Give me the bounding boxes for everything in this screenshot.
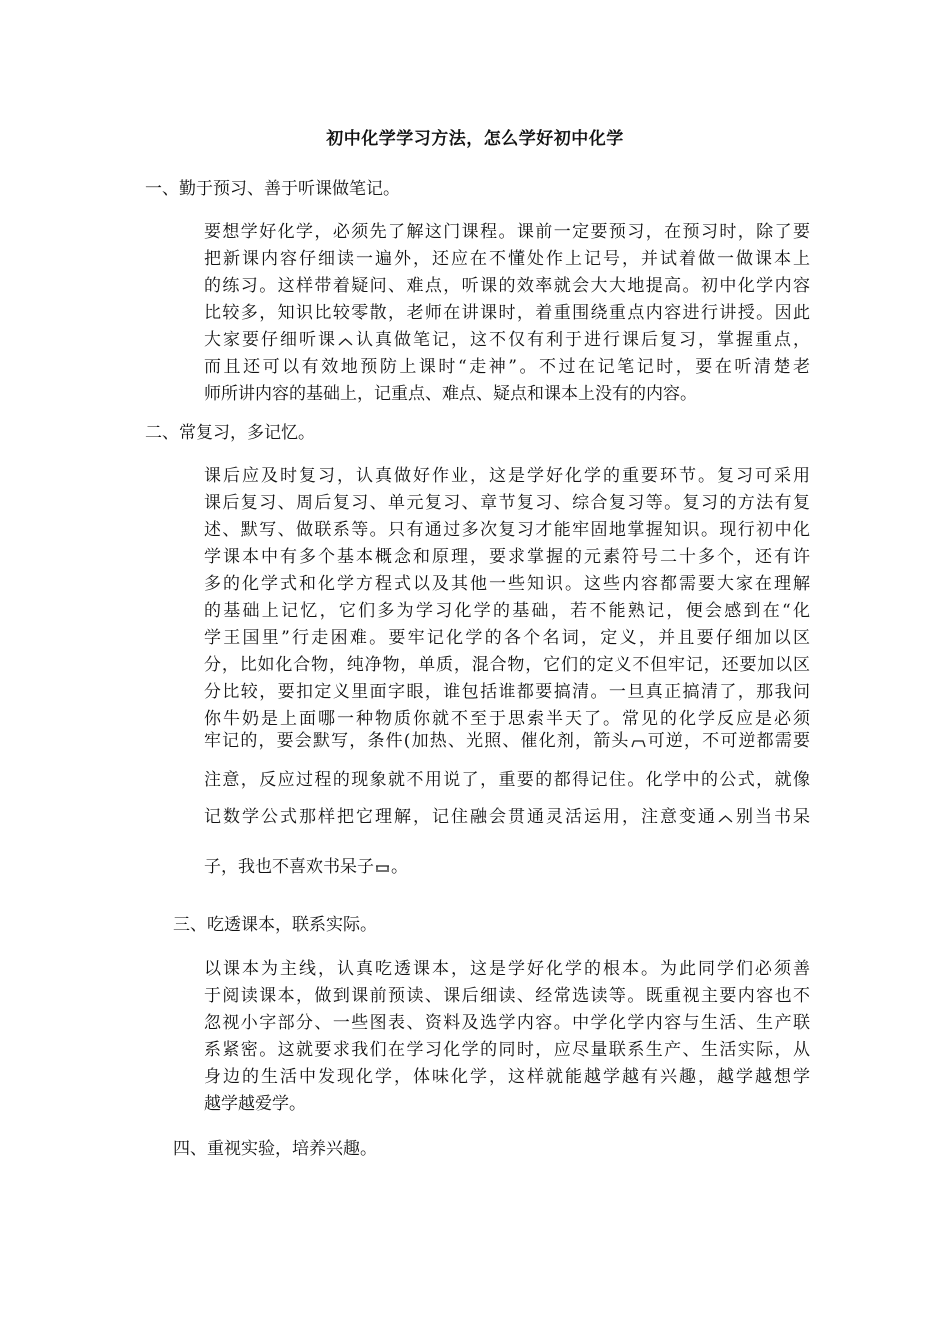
paragraph-line-part: 。 xyxy=(391,857,408,877)
caret-mark-icon xyxy=(337,337,354,347)
document-title: 初中化学学习方法，怎么学好初中化学 xyxy=(326,129,624,149)
paragraph-line: 学王国里”行走困难。要牢记化学的各个名词，定义，并且要仔细加以区 xyxy=(204,628,810,648)
arrow-mark-icon xyxy=(630,738,647,748)
paragraph-line: 身边的生活中发现化学，体味化学，这样就能越学越有兴趣，越学越想学 xyxy=(204,1067,810,1087)
paragraph-line-part: 可逆，不可逆都需要 xyxy=(646,731,810,751)
paragraph-line: 忽视小字部分、一些图表、资料及选学内容。中学化学内容与生活、生产联 xyxy=(204,1013,810,1033)
section-1-heading: 一、勤于预习、善于听课做笔记。 xyxy=(145,179,400,199)
paragraph-line: 而且还可以有效地预防上课时“走神”。不过在记笔记时，要在听清楚老 xyxy=(204,357,810,377)
paragraph-line: 课后应及时复习，认真做好作业，这是学好化学的重要环节。复习可采用 xyxy=(204,466,810,486)
section-2-paragraph xyxy=(204,463,810,733)
paragraph-line xyxy=(204,852,810,877)
paragraph-line-part: 大家要仔细听课 xyxy=(204,330,337,350)
paragraph-line: 注意，反应过程的现象就不用说了，重要的都得记住。化学中的公式，就像 xyxy=(204,770,810,790)
paragraph-line: 比较多，知识比较零散，老师在讲课时，着重围绕重点内容进行讲授。因此 xyxy=(204,303,810,323)
paragraph-line: 分，比如化合物，纯净物，单质，混合物，它们的定义不但牢记，还要加以区 xyxy=(204,655,810,675)
section-3-heading: 三、吃透课本，联系实际。 xyxy=(173,915,377,935)
paragraph-line: 师所讲内容的基础上，记重点、难点、疑点和课本上没有的内容。 xyxy=(204,384,697,404)
section-1-paragraph xyxy=(204,219,810,408)
paragraph-line: 分比较，要扣定义里面字眼，谁包括谁都要搞清。一旦真正搞清了，那我问 xyxy=(204,682,810,702)
paragraph-line-part: 子，我也不喜欢书呆子 xyxy=(204,857,374,877)
paragraph-line-part: 认真做笔记，这不仅有利于进行课后复习，掌握重点， xyxy=(354,330,810,350)
paragraph-line: 以课本为主线，认真吃透课本，这是学好化学的根本。为此同学们必须善 xyxy=(204,959,810,979)
paragraph-line: 系紧密。这就要求我们在学习化学的同时，应尽量联系生产、生活实际，从 xyxy=(204,1040,810,1060)
caret-mark-icon xyxy=(717,814,734,824)
paragraph-line xyxy=(204,726,810,751)
paragraph-line-part: 记数学公式那样把它理解，记住融会贯通灵活运用，注意变通 xyxy=(204,807,717,827)
paragraph-line: 于阅读课本，做到课前预读、课后细读、经常选读等。既重视主要内容也不 xyxy=(204,986,810,1006)
paragraph-line: 多的化学式和化学方程式以及其他一些知识。这些内容都需要大家在理解 xyxy=(204,574,810,594)
mark-icon xyxy=(374,864,391,874)
paragraph-line xyxy=(204,327,810,354)
paragraph-line: 要想学好化学，必须先了解这门课程。课前一定要预习，在预习时，除了要 xyxy=(204,222,810,242)
paragraph-line-part: 别当书呆 xyxy=(734,807,810,827)
section-3-paragraph xyxy=(204,956,810,1118)
paragraph-line-part: 牢记的，要会默写，条件(加热、光照、催化剂，箭头 xyxy=(204,731,630,751)
paragraph-line: 越学越爱学。 xyxy=(204,1094,306,1114)
section-4-heading: 四、重视实验，培养兴趣。 xyxy=(173,1139,377,1159)
paragraph-line: 你牛奶是上面哪一种物质你就不至于思索半天了。常见的化学反应是必须 xyxy=(204,709,810,729)
paragraph-line: 学课本中有多个基本概念和原理，要求掌握的元素符号二十多个，还有许 xyxy=(204,547,810,567)
paragraph-line: 的练习。这样带着疑问、难点，听课的效率就会大大地提高。初中化学内容 xyxy=(204,276,810,296)
section-2-heading: 二、常复习，多记忆。 xyxy=(145,423,315,443)
paragraph-line: 的基础上记忆，它们多为学习化学的基础，若不能熟记，便会感到在“化 xyxy=(204,601,810,621)
paragraph-line: 述、默写、做联系等。只有通过多次复习才能牢固地掌握知识。现行初中化 xyxy=(204,520,810,540)
paragraph-line xyxy=(204,802,810,827)
paragraph-line: 课后复习、周后复习、单元复习、章节复习、综合复习等。复习的方法有复 xyxy=(204,493,810,513)
paragraph-line: 把新课内容仔细读一遍外，还应在不懂处作上记号，并试着做一做课本上 xyxy=(204,249,810,269)
